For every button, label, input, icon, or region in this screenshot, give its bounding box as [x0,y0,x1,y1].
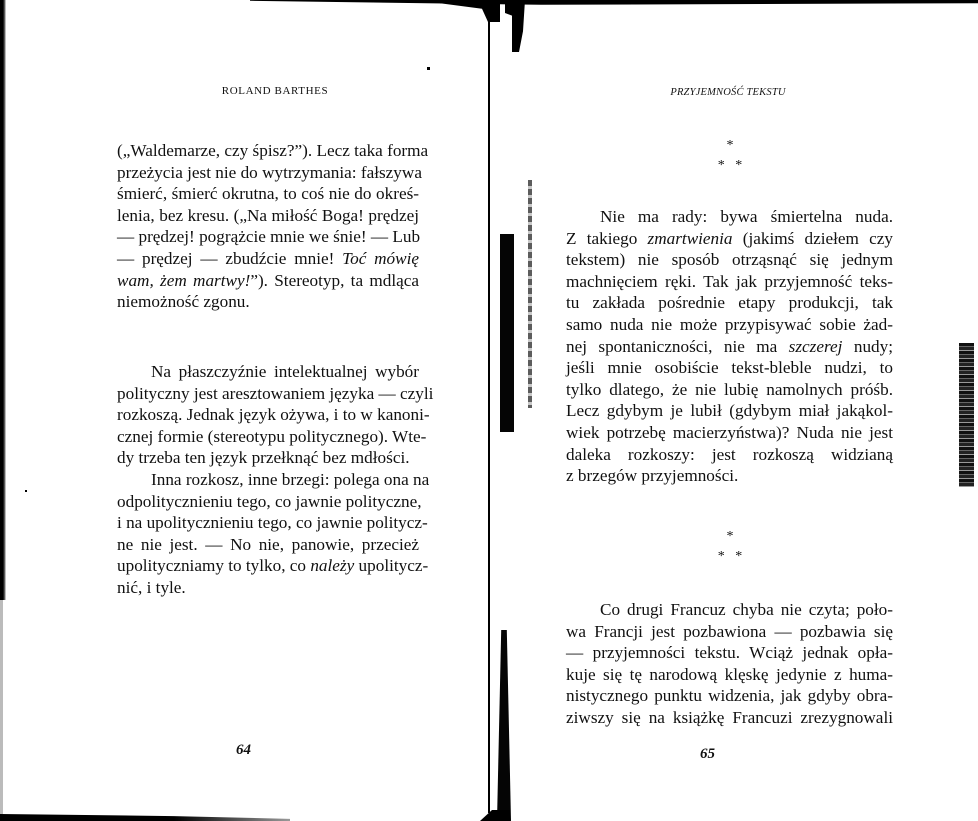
left-paragraphs-2-3 [117,361,434,599]
text-line: rozkoszą. Jednak język ożywa, i to w kanoni- [117,405,430,425]
text-line: przeżycia jest nie do wytrzymania: fałszywa [117,162,422,182]
gutter-shadow-band-upper [500,234,514,432]
gutter-shadow-band-lower [497,630,511,821]
text-run: upolityczniamy to tylko, co [117,556,311,576]
text-line: samo nuda nie może przypisywać sobie żad- [566,314,893,334]
text-run: upolitycz- [354,556,429,576]
section-break-asterism [700,527,760,567]
text-line: wa Francji jest pozbawiona — pozbawia się [566,621,893,641]
text-line: daleka rozkoszy: jest rozkoszą widzianą [566,444,893,464]
text-line: kuje się tę narodową klęskę jedynie z huma- [566,664,893,684]
text-run: nej spontaniczności, nie ma [566,336,789,356]
asterism-top: * [726,138,734,153]
gutter-fold-line [488,18,490,813]
text-line: niemożność zgonu. [117,292,250,312]
italic-text-run: Toć mówię [342,248,420,268]
text-line [566,228,893,250]
text-line: lenia, bez kresu. („Na miłość Boga! prędzej [117,205,419,225]
text-line: Nie ma rady: bywa śmiertelna nuda. [600,207,893,226]
text-line [117,248,419,270]
text-line: Co drugi Francuz chyba nie czyta; poło- [600,600,893,619]
text-line: tu zakłada pośrednie etapy produkcji, tak [566,293,893,313]
italic-text-run: wam, żem martwy! [117,270,251,290]
text-line: wiek potrzebę macierzyństwa)? Nuda nie jest [566,422,893,442]
text-line: jeśli mnie osobiście tekst-bleble nudzi, to [566,358,893,378]
text-run: — prędzej — zbudźcie mnie! [117,248,343,268]
text-line: nistycznego punktu widzenia, jak gdyby obra- [566,686,893,706]
scan-right-edge-strip [959,343,974,487]
text-run: Z takiego [566,228,648,248]
text-line: ne nie jest. — No nie, panowie, przecież [117,534,419,554]
text-line [117,555,429,577]
text-line: polityczny jest aresztowaniem języka — czyli [117,383,434,403]
italic-text-run: szczerej [788,336,843,356]
right-paragraph-1 [566,206,893,487]
asterism-bottom: * * [717,158,743,173]
text-line: i na upolitycznieniu tego, co jawnie politycz- [117,513,428,533]
text-line: tylko dlatego, że nie lubię namolnych próśb. [566,379,893,399]
left-page [0,0,488,821]
text-line: nić, i tyle. [117,577,186,597]
text-line: („Waldemarze, czy śpisz?”). Lecz taka forma [117,141,429,160]
text-run: (jakimś dziełem czy [732,228,893,248]
italic-text-run: należy [310,556,355,576]
text-line: — przyjemności tekstu. Wciąż jednak opła- [566,643,893,663]
text-line: Inna rozkosz, inne brzegi: polega ona na [151,469,430,489]
running-head-title: PRZYJEMNOŚĆ TEKSTU [670,87,786,98]
text-line: tekstem) nie sposób otrząsnąć się jednym [566,250,893,270]
running-head-author: ROLAND BARTHES [221,85,329,97]
text-line [566,336,893,358]
text-line: dy trzeba ten język przełknąć bez mdłości. [117,448,410,468]
gutter-shadow-streak [528,180,532,408]
text-line: cznej formie (stereotypu politycznego). Wte- [117,426,427,446]
section-break-asterism [700,136,760,176]
text-line [117,270,419,292]
text-line: Na płaszczyźnie intelektualnej wybór [151,362,419,381]
text-line: odpolitycznieniu tego, co jawnie polityczne, [117,491,422,511]
text-line: machnięciem ręki. Tak jak przyjemność teks- [566,271,893,291]
text-run: ”). Stereotyp, ta mdląca [250,270,419,290]
text-line: z brzegów przyjemności. [566,466,739,486]
italic-text-run: zmartwienia [647,228,733,248]
text-run: nudy; [842,336,894,356]
text-line: Lecz gdybym je lubił (gdybym miał jakąkol- [566,401,893,421]
text-line: śmierć, śmierć okrutna, to coś nie do okreś- [117,184,419,204]
gutter-shadow-top [505,0,525,52]
right-paragraph-2 [566,599,893,729]
asterism-bottom: * * [717,549,743,564]
page-number-left: 64 [236,742,251,758]
text-line: — prędzej! pogrążcie mnie we śnie! — Lub [117,227,421,247]
left-paragraph-1 [117,140,429,313]
text-line: ziwszy się na książkę Francuzi zrezygnowali [566,707,893,727]
page-number-right: 65 [700,746,715,762]
asterism-top: * [726,529,734,544]
